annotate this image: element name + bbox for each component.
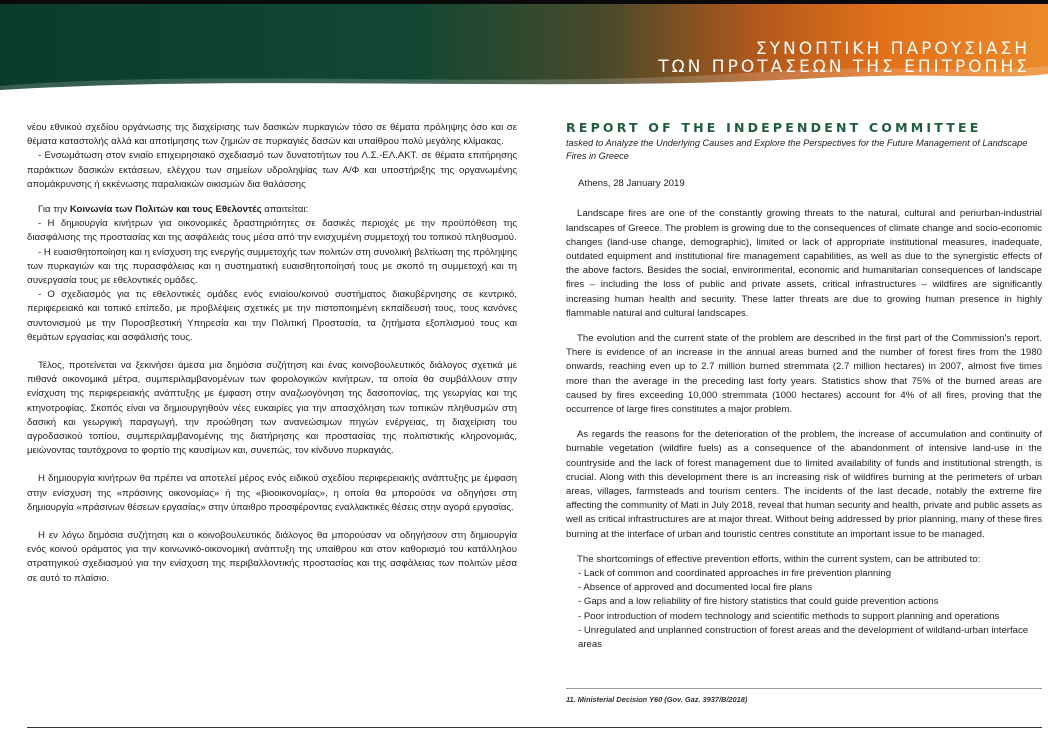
list-item: - Absence of approved and documented local fire plans <box>578 582 813 594</box>
header-top-line <box>0 0 1048 4</box>
footnote-divider <box>566 688 1042 689</box>
report-title: REPORT OF THE INDEPENDENT COMMITTEE <box>566 120 982 135</box>
list-item: - Gaps and a low reliability of fire history statistics that could guide prevention actions <box>578 596 939 608</box>
civil-item-3: - Ο σχεδιασμός για τις εθελοντικές ομάδες ενός ενιαίου/κοινού συστήματος διακυβέρνησης σε κεντρικό, περιφερειακό και τοπικό επίπεδο, με προβλέψεις σχετικές με την πιστοποιημένη εκπαίδευσή τους, τους κανόνες συντονισμού με την Πυροσβεστική Υπηρεσία και την Πολιτική Προστασία, τα ζητήματα εξοπλισμού τους και θεμάτων εργασίας και ασφάλισής τους. <box>27 289 517 343</box>
right-column-english <box>566 121 1042 652</box>
header-banner <box>0 0 1048 93</box>
right-paragraph-3: As regards the reasons for the deterioration of the problem, the increase of accumulation and continuity of burnable vegetation (wildfire fuels) as a consequence of the abandonment of intensive land-use in the countryside and the lack of forest management due to limited availability of funds and institutional strength, is crucial. Along with this development there is an increasing risk of wildfires burning at the perimeters of urban areas, villages, farmsteads and tourism centers. The incidents of the last decade, notably the extreme fire affecting the community of Mati in July 2018, reveal that human security and health, private and public assets as well as critical infrastructures are at major threat. Without being addressed by prior planning, many of these fires burning at the interface of urban and touristic centres constitute an important issue to be managed. <box>566 429 1042 540</box>
left-paragraph-3: Τέλος, προτείνεται να ξεκινήσει άμεσα μια δημόσια συζήτηση και ένας κοινοβουλευτικός διάλογος σχετικά με πιθανά οικονομικά μέτρα, συμπεριλαμβανομένων των φορολογικών κινήτρων, τα οποία θα συμβάλλουν στην ενίσχυση της περιφερειακής ανάπτυξης με έμφαση στην αναζωογόνηση της δασοπονίας, της γεωργίας και της κτηνοτροφίας. Σκοπός είναι να δημιουργηθούν νέες ευκαιρίες για την απασχόληση των τοπικών πληθυσμών στη δασική και γεωργική παραγωγή, την προώθηση των ανανεώσιμων πηγών ενέργειας, τη διαχείριση του αγροδασικού τοπίου, συμπεριλαμβανομένης της διατήρησης και προστασίας της πολιτιστικής κληρονομιάς, μειώνοντας ταυτόχρονα το φορτίο της καυσίμων και, συνεπώς, τον κίνδυνο πυρκαγιάς. <box>27 360 517 457</box>
left-paragraph-5: Η εν λόγω δημόσια συζήτηση και ο κοινοβουλευτικός διάλογος θα μπορούσαν να οδηγήσουν στη δημιουργία ενός κοινού οράματος για την κοινωνικό-οικονομική ανάπτυξη της υπαίθρου και στον καθορισμό του κατάλληλου στρατηγικού σχεδιασμού για την ενίσχυση της περιβαλλοντικής προστασίας και της ασφάλειας των πολιτών μέσα σε αυτό το πλαίσιο. <box>27 530 517 584</box>
civil-society-heading <box>27 203 517 217</box>
report-date: Athens, 28 January 2019 <box>578 178 685 190</box>
left-paragraph-1: νέου εθνικού σχεδίου οργάνωσης της διαχείρισης των δασικών πυρκαγιών τόσο σε θέματα πρόληψης όσο και σε θέματα καταστολής αλλά και αποτίμησης των ζημιών σε πυρκαγιές δασών και υπαίθρου πολύ μεγάλης κλίμακας. <box>27 122 517 148</box>
left-column-greek <box>27 121 517 597</box>
right-paragraph-2: The evolution and the current state of the problem are described in the first part of the Commission's report. There is evidence of an increase in the annual areas burned and the number of forest fires from the 1980 onwards, reaching even up to 2.7 million burned stremmata (2.7 million hectares) in 2007, almost five times more than the average in the preceding last forty years. Statistics show that 75% of the burned areas are caused by fires exceeding 10,000 stremmata (1000 hectares) account for 4% of all fires, proving that the occurrence of large fires constitutes a major problem. <box>566 333 1042 416</box>
list-item: - Lack of common and coordinated approaches in fire prevention planning <box>578 568 892 580</box>
civil-heading-prefix: Για την <box>38 204 70 216</box>
civil-item-2: - Η ευαισθητοποίηση και η ενίσχυση της ενεργής συμμετοχής των πολιτών στη συνολική βελτίωση της πρόληψης των πυρκαγιών και της πυρασφάλειας και η συστηματική ευαισθητοποίησή τους με σκοπό τη συμμετοχή και τη συνεργασία τους με εθελοντικές ομάδες. <box>27 246 517 287</box>
right-paragraph-1: Landscape fires are one of the constantly growing threats to the natural, cultural and periurban-industrial landscapes of Greece. The problem is growing due to the consequences of climate change and socio-economic changes (land-use change, demographic), limited or lack of appropriate institutional measures, inadequate, outdated equipment and institutional fire management capabilities, as well as due to the synergistic effects of the above factors. Besides the social, environmental, economic and humanitarian consequences of landscape fires – including the loss of public and private assets, critical infrastructures – wildfires are significantly increasing human health and security. These latter threats are due to growing human presence in highly flammable natural and cultural landscapes. <box>566 208 1042 319</box>
civil-heading-bold: Κοινωνία των Πολιτών και τους Εθελοντές <box>69 204 262 216</box>
civil-heading-suffix: απαιτείται: <box>261 204 309 216</box>
banner-title-line2: ΤΩΝ ΠΡΟΤΑΣΕΩΝ ΤΗΣ ΕΠΙΤΡΟΠΗΣ <box>658 57 1030 77</box>
list-item: - Poor introduction of modern technology and scientific methods to support planning and operations <box>578 610 1000 622</box>
left-paragraph-4: Η δημιουργία κινήτρων θα πρέπει να αποτελεί μέρος ενός ειδικού σχεδίου περιφερειακής ανάπτυξης με έμφαση στην ενίσχυση της «πράσινης οικονομίας» ή της «βιοοικονομίας», η οποία θα μπορούσε να οδηγήσει στη δημιουργία «πράσινων θέσεων εργασίας» στην ύπαιθρο προσφέροντας εναλλακτικές θέσεις στην αγορά εργασίας. <box>27 473 517 513</box>
banner-title-line1: ΣΥΝΟΠΤΙΚΗ ΠΑΡΟΥΣΙΑΣΗ <box>755 39 1030 59</box>
footnote: 11. Ministerial Decision Y60 (Gov. Gaz. 3937/B/2018) <box>566 695 748 704</box>
civil-item-1: - Η δημιουργία κινήτρων για οικονομικές δραστηριότητες σε δασικές περιοχές με την προϋπόθεση της διασφάλισης της προστασίας και της ασφάλειάς τους μέσα από την ενισχυμένη συμμετοχή του τοπικού πληθυσμού. <box>27 218 517 244</box>
banner-title <box>658 40 1030 76</box>
list-item: - Unregulated and unplanned construction of forest areas and the development of wildland-urban interface areas <box>578 624 1029 651</box>
right-paragraph-4: The shortcomings of effective prevention efforts, within the current system, can be attributed to: <box>577 553 981 565</box>
page-bottom-rule <box>27 727 1042 728</box>
report-subtitle: tasked to Analyze the Underlying Causes and Explore the Perspectives for the Future Management of Landscape Fires in Greece <box>566 138 1028 162</box>
shortcomings-list <box>566 567 1042 652</box>
left-paragraph-2: - Ενσωμάτωση στον ενιαίο επιχειρησιακό σχεδιασμό των δυνατοτήτων του Λ.Σ.-ΕΛ.ΑΚΤ. σε θέματα επιτήρησης παράκτιων δασικών εκτάσεων, ελέγχου των σημείων υδροληψίας των Α/Φ και υποστήριξης της οργανωμένης απομάκρυνσης ή εκκένωσης παραλιακών οικισμών δια θαλάσσης <box>27 150 517 190</box>
